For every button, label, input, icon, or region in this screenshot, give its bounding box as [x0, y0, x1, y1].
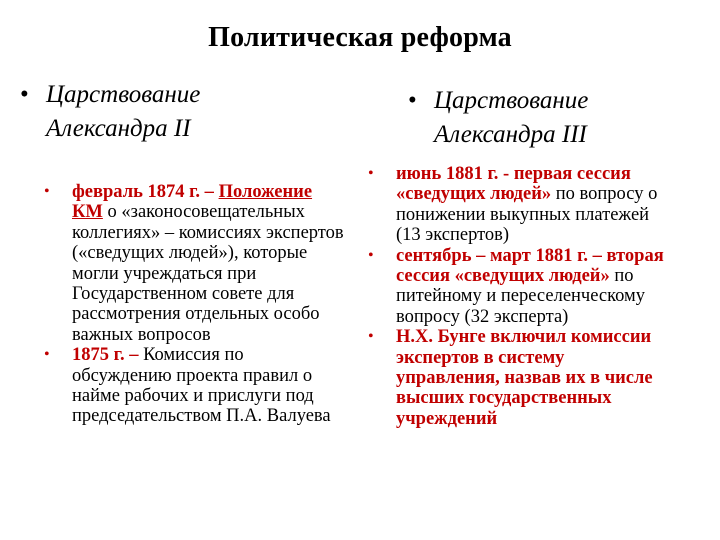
- left-column: [44, 182, 344, 427]
- bullet-icon: •: [368, 246, 374, 264]
- left-column-heading: [20, 78, 320, 146]
- left-heading-text: Царствование Александра II: [46, 81, 201, 142]
- bullet-icon: •: [44, 183, 50, 200]
- page-title: Политическая реформа: [208, 22, 512, 53]
- right-heading-text: Царствование Александра III: [434, 87, 589, 148]
- right-column: [368, 164, 668, 429]
- list-item: [368, 246, 668, 328]
- item-red-text: Н.Х. Бунге включил комиссии экспертов в систему управления, назвав их в числе высших государственных учреждений: [396, 327, 653, 429]
- item-date: 1875 г. –: [72, 345, 139, 366]
- list-item: [44, 345, 344, 427]
- item-text: по питейному и переселенческому вопросу (32 эксперта): [396, 266, 646, 327]
- bullet-icon: •: [408, 87, 417, 114]
- bullet-icon: •: [20, 81, 29, 108]
- item-text: Комиссия по обсуждению проекта правил о найме рабочих и прислуги под председательством П.А. Валуева: [72, 345, 331, 427]
- list-item: [368, 164, 668, 246]
- item-red-text: июнь 1881 г. - первая сессия «сведущих людей»: [396, 164, 631, 205]
- list-item: [44, 182, 344, 345]
- bullet-icon: •: [368, 328, 374, 346]
- item-emphasis: Положение КМ: [72, 182, 313, 223]
- bullet-icon: •: [44, 346, 50, 364]
- list-item: [368, 327, 668, 429]
- item-date: февраль 1874 г. –: [72, 182, 214, 202]
- item-text: по вопросу о понижении выкупных платежей (13 экспертов): [396, 184, 658, 246]
- bullet-icon: •: [368, 165, 374, 182]
- item-red-text: сентябрь – март 1881 г. – вторая сессия «сведущих людей»: [396, 245, 664, 287]
- item-text: о «законосовещательных коллегиях» – комиссиях экспертов («сведущих людей»), которые могли учреждаться при Государственном совете для рассмотрения отдельных особо важных вопросов: [72, 202, 344, 345]
- right-column-heading: [408, 84, 708, 152]
